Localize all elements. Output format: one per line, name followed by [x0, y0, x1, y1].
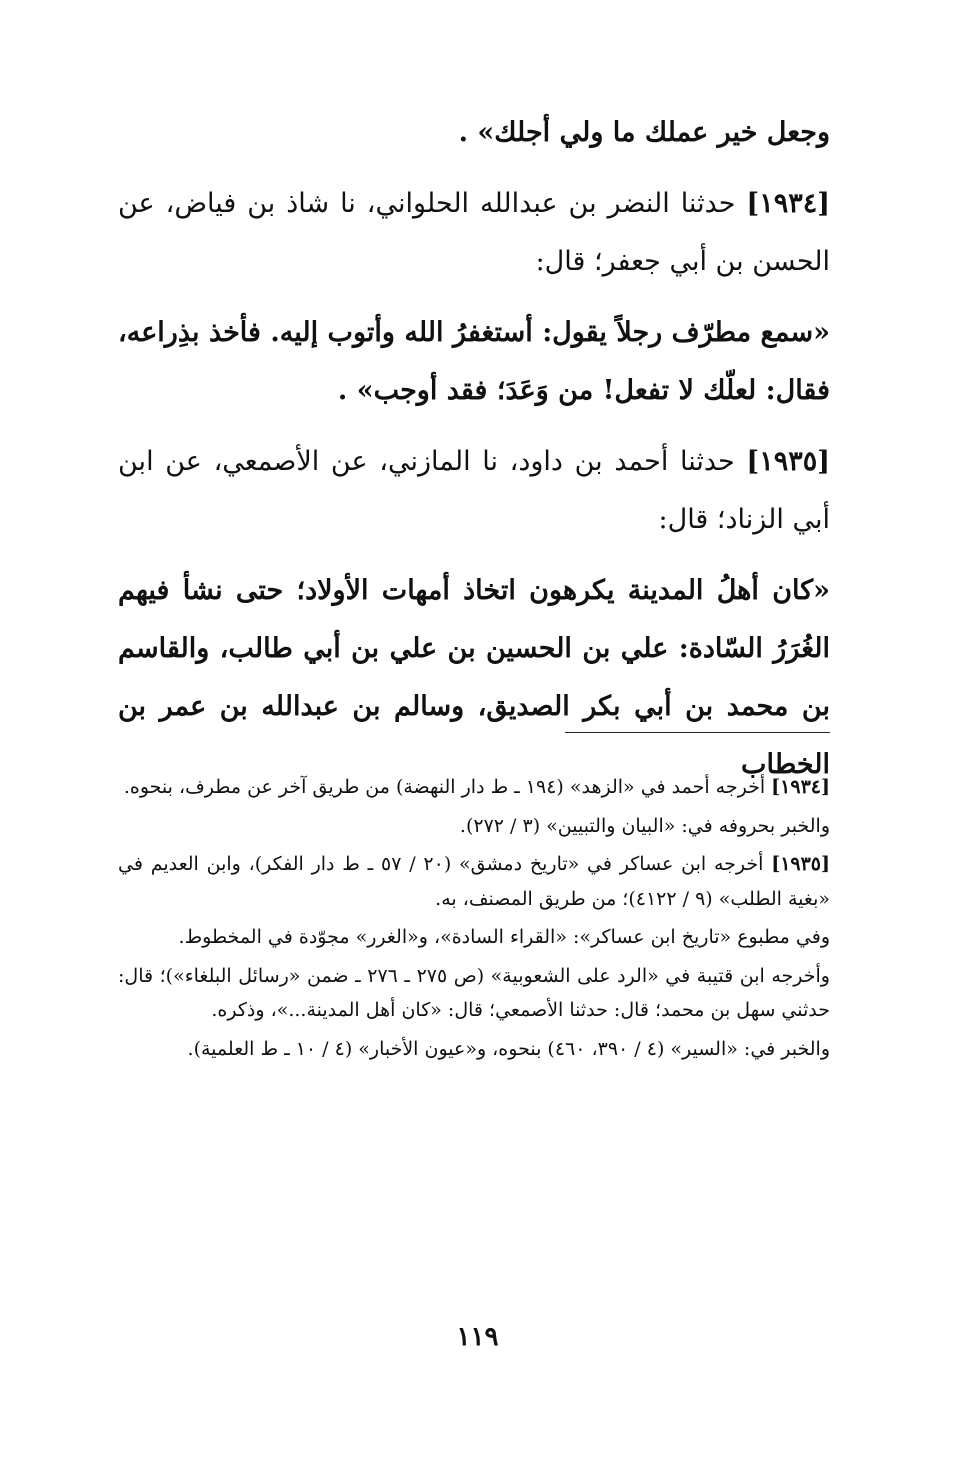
paragraph-hadith-1934-matn: «سمع مطرّف رجلاً يقول: أستغفرُ الله وأتوب إليه. فأخذ بذِراعه، فقال: لعلّك لا تفعل! من وَعَدَ؛ فقد أوجب» . — [118, 317, 830, 406]
isnad-text: حدثنا أحمد بن داود، نا المازني، عن الأصمعي، عن ابن أبي الزناد؛ قال: — [118, 446, 830, 535]
footnote-1935-sources: والخبر في: «السير» (٤ / ٣٩٠، ٤٦٠) بنحوه، و«عيون الأخبار» (٤ / ١٠ ـ ط العلمية). — [187, 1037, 830, 1060]
footnote-separator — [565, 732, 830, 733]
footnote-number: [١٩٣٥] — [771, 853, 831, 875]
main-text — [118, 104, 830, 807]
footnote-1935-ibn-qutayba: وأخرجه ابن قتيبة في «الرد على الشعوبية» (ص ٢٧٥ ـ ٢٧٦ ـ ضمن «رسائل البلغاء»)؛ قال: حدثني سهل بن محمد؛ قال: حدثنا الأصمعي؛ قال: «كان أهل المدينة...»، وذكره. — [118, 964, 830, 1021]
footnote-1935-note: وفي مطبوع «تاريخ ابن عساكر»: «القراء السادة»، و«الغرر» مجوّدة في المخطوط. — [178, 926, 830, 948]
footnote-text: أخرجه أحمد في «الزهد» (١٩٤ ـ ط دار النهضة) من طريق آخر عن مطرف، بنحوه. — [123, 776, 772, 798]
footnotes — [118, 770, 830, 1070]
paragraph-hadith-1934-isnad — [118, 175, 830, 291]
footnote-number: [١٩٣٤] — [771, 776, 830, 798]
paragraph-hadith-1935-matn: «كان أهلُ المدينة يكرهون اتخاذ أمهات الأولاد؛ حتى نشأ فيهم الغُرَرُ السّادة: علي بن الحسين بن علي بن أبي طالب، والقاسم بن محمد بن أبي بكر الصديق، وسالم بن عبدالله بن عمر بن الخطاب — [118, 575, 830, 780]
hadith-number: [١٩٣٥] — [746, 446, 830, 477]
hadith-number: [١٩٣٤] — [746, 188, 830, 219]
footnote-text: أخرجه ابن عساكر في «تاريخ دمشق» (٢٠ / ٥٧ ـ ط دار الفكر)، وابن العديم في «بغية الطلب» (٩ / ٤١٢٢)؛ من طريق المصنف، به. — [118, 853, 830, 910]
footnote-1934 — [118, 770, 830, 805]
footnote-1935 — [118, 847, 830, 916]
paragraph-continuation: وجعل خير عملك ما ولي أجلك» . — [458, 117, 830, 148]
footnote-1934-extra: والخبر بحروفه في: «البيان والتبيين» (٣ / ٢٧٢). — [459, 814, 830, 837]
isnad-text: حدثنا النضر بن عبدالله الحلواني، نا شاذ بن فياض، عن الحسن بن أبي جعفر؛ قال: — [118, 188, 830, 277]
page-number: ١١٩ — [456, 1322, 499, 1352]
paragraph-hadith-1935-isnad — [118, 433, 830, 549]
